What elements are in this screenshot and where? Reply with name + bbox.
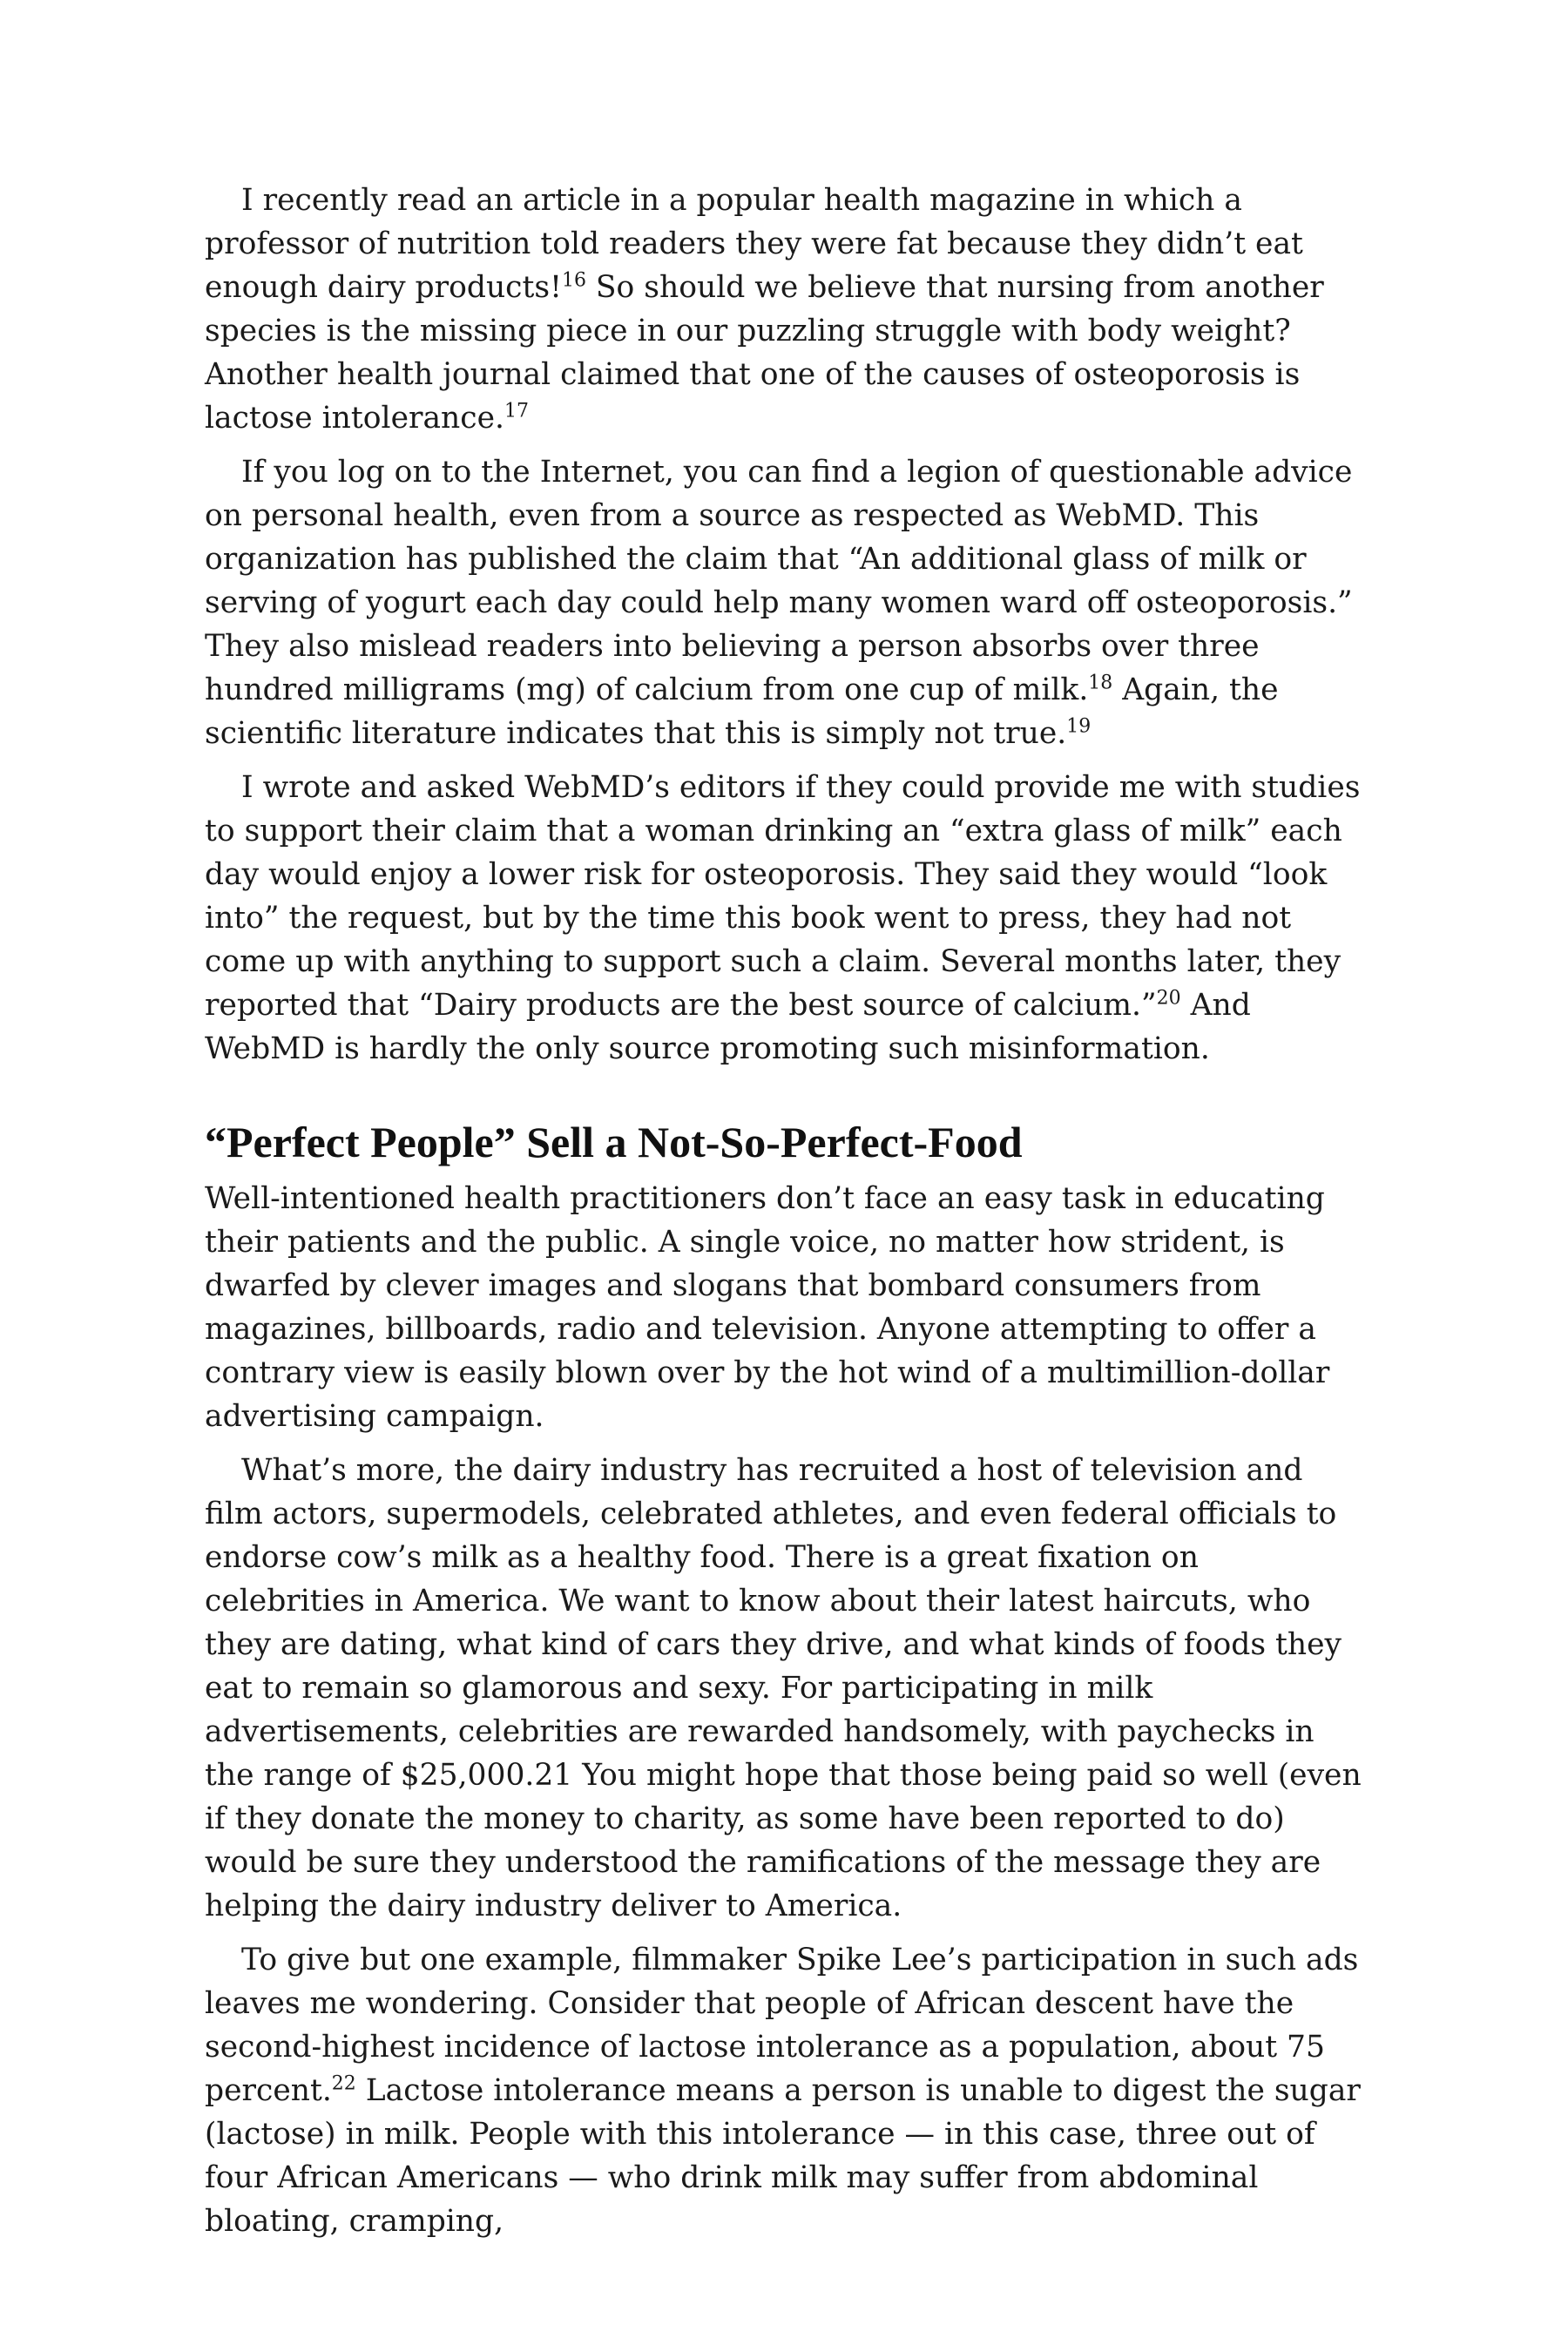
paragraph-internet-advice xyxy=(205,450,1363,755)
paragraph-text: Lactose intolerance means a person is unable to digest the sugar (lactose) in milk. People with this intolerance — in this case, three out of four African Americans — who drink milk may suffer from abdominal bloating, cramping, xyxy=(205,2073,1361,2239)
paragraph-text: So should we believe that nursing from another species is the missing piece in our puzzling struggle with body weight? Another health journal claimed that one of the causes of osteoporosis is lactose intolerance. xyxy=(205,270,1324,436)
paragraph-health-practitioners xyxy=(205,1177,1363,1438)
footnote-ref-17: 17 xyxy=(504,400,529,422)
paragraph-text: Well-intentioned health practitioners don’t face an easy task in educating their patients and the public. A single voice, no matter how strident, is dwarfed by clever images and slogans that bombard consumers from magazines, billboards, radio and television. Anyone attempting to offer a contrary view is easily blown over by the hot wind of a multimillion-dollar advertising campaign. xyxy=(205,1181,1330,1434)
paragraph-text: I wrote and asked WebMD’s editors if they could provide me with studies to support their claim that a woman drinking an “extra glass of milk” each day would enjoy a lower risk for osteoporosis. They said they would “look into” the request, but by the time this book went to press, they had not come up with anything to support such a claim. Several months later, they reported that “Dairy products are the best source of calcium.” xyxy=(205,770,1361,1023)
paragraph-celebrity-endorsements xyxy=(205,1449,1363,1928)
paragraph-dairy-article xyxy=(205,179,1363,440)
footnote-ref-22: 22 xyxy=(331,2072,356,2095)
footnote-ref-16: 16 xyxy=(561,269,586,292)
paragraph-text: I recently read an article in a popular health magazine in which a professor of nutrition told readers they were fat because they didn’t eat enough dairy products! xyxy=(205,183,1303,305)
paragraph-text: Again, the scientific literature indicates that this is simply not true. xyxy=(205,672,1279,751)
footnote-ref-20: 20 xyxy=(1156,987,1181,1010)
footnote-ref-19: 19 xyxy=(1066,715,1092,738)
footnote-ref-18: 18 xyxy=(1088,672,1113,694)
paragraph-webmd-editors xyxy=(205,766,1363,1071)
paragraph-text: And WebMD is hardly the only source promoting such misinformation. xyxy=(205,988,1251,1066)
section-heading: “Perfect People” Sell a Not-So-Perfect-Food xyxy=(205,1118,1023,1166)
paragraph-text: If you log on to the Internet, you can find a legion of questionable advice on personal health, even from a source as respected as WebMD. This organization has published the claim that “An additional glass of milk or serving of yogurt each day could help many women ward off osteoporosis.” They also mislead readers into believing a person absorbs over three hundred milligrams (mg) of calcium from one cup of milk. xyxy=(205,455,1353,707)
page-body xyxy=(205,179,1363,2254)
paragraph-text: To give but one example, filmmaker Spike Lee’s participation in such ads leaves me wondering. Consider that people of African descent have the second-highest incidence of lactose intolerance as a population, about 75 percent. xyxy=(205,1943,1359,2108)
paragraph-text: What’s more, the dairy industry has recruited a host of television and film actors, supermodels, celebrated athletes, and even federal officials to endorse cow’s milk as a healthy food. There is a great fixation on celebrities in America. We want to know about their latest haircuts, who they are dating, what kind of cars they drive, and what kinds of foods they eat to remain so glamorous and sexy. For participating in milk advertisements, celebrities are rewarded handsomely, with paychecks in the range of $25,000.21 You might hope that those being paid so well (even if they donate the money to charity, as some have been reported to do) would be sure they understood the ramifications of the message they are helping the dairy industry deliver to America. xyxy=(205,1453,1362,1923)
paragraph-spike-lee xyxy=(205,1938,1363,2243)
